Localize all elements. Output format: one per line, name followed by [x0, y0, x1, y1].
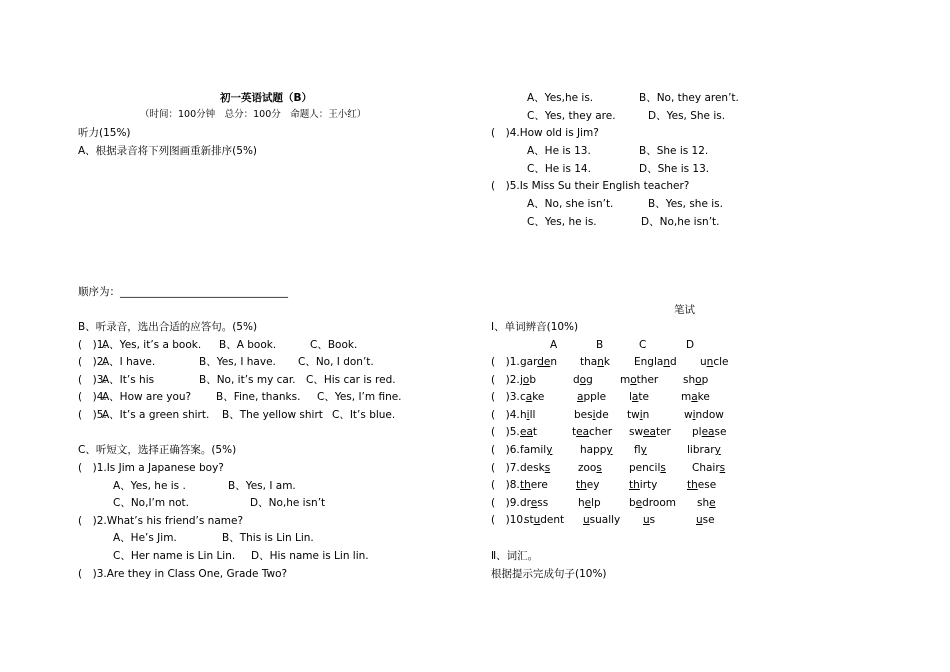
part-c-option-c: C、Yes, they are. — [527, 110, 616, 122]
word-part: sw — [629, 426, 644, 439]
part-c-option-c: C、He is 14. — [527, 163, 591, 175]
part-c-option-a: A、He is 13. — [527, 145, 591, 157]
pronunciation-word — [627, 408, 649, 422]
underlined-letters: y — [640, 444, 647, 456]
part-b-item-number: ( )3. — [78, 374, 107, 386]
order-answer-line — [78, 285, 288, 299]
word-part: gar — [520, 356, 538, 368]
part-c-option-d: D、No,he isn’t — [250, 497, 326, 509]
word-part: se — [714, 426, 727, 439]
underlined-letters: i — [592, 408, 596, 421]
part-c-option-b: B、Yes, I am. — [228, 480, 296, 492]
word-part: irty — [639, 479, 658, 492]
pronunciation-word — [580, 355, 610, 369]
part-b-item-number: ( )5. — [78, 409, 107, 421]
pronunciation-word — [574, 408, 609, 422]
word-part: d — [669, 356, 677, 368]
underlined-letters: s — [719, 461, 726, 474]
word-part: c — [520, 391, 526, 404]
part-b-option-c: C、Yes, I’m fine. — [317, 391, 402, 403]
pronunciation-word — [580, 443, 613, 457]
underlined-letters: a — [577, 391, 584, 404]
underlined-letters: e — [635, 496, 643, 509]
underlined-letters: a — [631, 391, 639, 404]
underlined-letters: u — [643, 514, 650, 527]
part-b-option-a: A、It’s a green shirt. — [102, 409, 210, 421]
word-part: librar — [687, 444, 715, 456]
word-part: de — [595, 408, 609, 421]
part-b-option-b: B、No, it’s my car. — [199, 374, 296, 386]
underlined-letters: e — [709, 496, 716, 509]
underlined-letters: e — [584, 496, 592, 509]
part-c-option-d: D、She is 13. — [639, 163, 710, 175]
pronunciation-item-number: ( )9. — [491, 496, 520, 509]
pronunciation-word — [578, 496, 601, 510]
part-c-option-b: B、Yes, she is. — [648, 198, 723, 210]
underlined-letters: o — [695, 373, 702, 386]
word-part: d — [573, 373, 580, 386]
word-part: n — [550, 356, 558, 368]
underlined-letters: i — [692, 408, 696, 421]
part-b-option-c: C、It’s blue. — [332, 409, 396, 421]
pronunciation-word — [700, 355, 728, 369]
word-part: ey — [586, 479, 600, 492]
part-a-heading: A、根据录音将下列图画重新排序(5%) — [78, 145, 258, 157]
section2-instruction: 根据提示完成句子(10%) — [491, 568, 607, 580]
word-part: se — [702, 514, 715, 527]
pronunciation-word — [692, 461, 725, 475]
word-part: u — [700, 356, 707, 368]
underlined-letters: a — [525, 391, 533, 404]
part-c-option-d: D、No,he isn’t. — [641, 216, 720, 228]
part-b-item-number: ( )4. — [78, 391, 107, 403]
word-part: ke — [532, 391, 545, 404]
word-part: ke — [697, 391, 710, 404]
underlined-letters: s — [660, 461, 666, 474]
word-part: pple — [583, 391, 607, 404]
word-part: sh — [683, 373, 696, 386]
word-part: n — [642, 408, 650, 421]
part-c-heading: C、听短文，选择正确答案。(5%) — [78, 444, 237, 456]
underlined-letters: u — [583, 514, 590, 527]
pronunciation-word — [683, 373, 708, 387]
part-b-item-number: ( )2. — [78, 356, 107, 368]
underlined-letters: y — [546, 444, 553, 456]
word-part: dr — [520, 496, 531, 509]
underlined-letters: th — [576, 479, 587, 492]
pronunciation-word — [520, 443, 552, 457]
word-part: lp — [591, 496, 601, 509]
part-b-option-b: B、The yellow shirt — [222, 409, 323, 421]
word-part: p — [701, 373, 709, 386]
exam-info: （时间：100分钟 总分：100分 命题人：王小红） — [140, 109, 367, 120]
pronunciation-word — [684, 408, 724, 422]
pronunciation-word — [520, 461, 550, 475]
word-part: fl — [634, 444, 641, 456]
word-part: k — [603, 356, 610, 368]
pronunciation-word — [629, 478, 657, 492]
pronunciation-word — [634, 443, 647, 457]
pronunciation-item-number: ( )5. — [491, 426, 520, 439]
part-c-option-b: B、This is Lin Lin. — [222, 532, 314, 544]
word-part: zoo — [578, 461, 597, 474]
word-part: bes — [574, 408, 593, 421]
part-b-option-b: B、Fine, thanks. — [216, 391, 301, 403]
pronunciation-item-number: ( )7. — [491, 461, 520, 474]
pronunciation-item-number: ( )6. — [491, 444, 520, 456]
part-b-option-c: C、Book. — [310, 339, 358, 351]
pronunciation-word — [697, 496, 716, 510]
pronunciation-word — [520, 478, 548, 492]
pronunciation-word — [629, 390, 649, 404]
word-part: h — [520, 408, 527, 421]
part-c-option-c: C、Yes, he is. — [527, 216, 597, 228]
part-b-option-a: A、I have. — [102, 356, 156, 368]
word-part: ss — [537, 496, 549, 509]
word-part: pencil — [629, 461, 661, 474]
word-part: sh — [697, 496, 710, 509]
word-part: dent — [540, 514, 565, 527]
underlined-letters: th — [520, 479, 531, 492]
pronunciation-word — [524, 513, 564, 527]
part-c-option-d: D、Yes, She is. — [648, 110, 726, 122]
pronunciation-item-number: ( )1. — [491, 356, 520, 368]
word-part: m — [681, 391, 692, 404]
pronunciation-item-number: ( )4. — [491, 408, 520, 421]
underlined-letters: de — [537, 356, 551, 368]
part-b-option-c: C、His car is red. — [306, 374, 396, 386]
underlined-letters: s — [544, 461, 551, 474]
part-c-option-d: D、His name is Lin lin. — [251, 550, 369, 562]
word-part: m — [620, 373, 631, 386]
part-c-option-a: A、Yes, he is . — [113, 480, 186, 492]
pronunciation-word — [520, 425, 537, 439]
part-b-option-a: A、How are you? — [102, 391, 192, 403]
word-part: h — [578, 496, 585, 509]
pronunciation-word — [576, 478, 599, 492]
underlined-letters: n — [706, 356, 714, 368]
pronunciation-word — [681, 390, 710, 404]
word-part: famil — [520, 444, 547, 456]
underlined-letters: o — [579, 373, 587, 386]
column-header: C — [639, 339, 647, 351]
part-c-option-c: C、No,I’m not. — [113, 497, 189, 509]
pronunciation-word — [634, 355, 677, 369]
word-part: ese — [697, 479, 717, 492]
column-header: A — [550, 339, 558, 351]
pronunciation-word — [687, 443, 721, 457]
word-part: w — [684, 408, 693, 421]
word-part: ter — [655, 426, 671, 439]
pronunciation-word — [629, 496, 676, 510]
part-c-option-a: A、He’s Jim. — [113, 532, 177, 544]
section2-heading: Ⅱ、词汇。 — [491, 550, 539, 562]
word-part: te — [638, 391, 649, 404]
word-part: ndow — [695, 408, 724, 421]
word-part: ther — [636, 373, 659, 386]
part-c-option-a: A、No, she isn’t. — [527, 198, 614, 210]
pronunciation-word — [578, 461, 602, 475]
word-part: desk — [520, 461, 545, 474]
pronunciation-word — [520, 496, 548, 510]
word-part: s — [649, 514, 656, 527]
underlined-letters: ea — [576, 426, 590, 439]
pronunciation-item-number: ( )8. — [491, 479, 520, 492]
word-part: tw — [627, 408, 640, 421]
part-c-question: ( )3.Are they in Class One, Grade Two? — [78, 568, 288, 580]
pronunciation-word — [573, 373, 593, 387]
word-part: ll — [529, 408, 536, 421]
order-label: 顺序为： — [78, 286, 120, 298]
part-c-option-b: B、No, they aren’t. — [639, 92, 739, 104]
column-header: B — [596, 339, 604, 351]
section1-heading: Ⅰ、单词辨音(10%) — [491, 321, 579, 333]
part-b-option-b: B、Yes, I have. — [199, 356, 276, 368]
word-part: tha — [580, 356, 598, 368]
underlined-letters: ea — [643, 426, 656, 439]
pronunciation-word — [629, 425, 671, 439]
word-part: st — [524, 514, 534, 527]
underlined-letters: a — [691, 391, 698, 404]
underlined-letters: i — [526, 408, 530, 421]
part-b-option-a: A、It’s his — [102, 374, 155, 386]
word-part: sually — [589, 514, 621, 527]
underlined-letters: ea — [520, 426, 533, 439]
part-c-question: ( )1.Is Jim a Japanese boy? — [78, 462, 224, 474]
written-heading: 笔试 — [674, 304, 695, 316]
underlined-letters: ea — [701, 426, 715, 439]
part-b-heading: B、听录音，选出合适的应答句。(5%) — [78, 321, 258, 333]
underlined-letters: th — [629, 479, 640, 492]
part-c-option-a: A、Yes,he is. — [527, 92, 594, 104]
underlined-letters: u — [696, 514, 703, 527]
underlined-letters: o — [630, 373, 637, 386]
word-part: cher — [589, 426, 613, 439]
underlined-letters: n — [597, 356, 604, 368]
underlined-letters: y — [606, 444, 613, 456]
word-part: droom — [642, 496, 676, 509]
underlined-letters: y — [714, 444, 721, 456]
pronunciation-item-number: ( )3. — [491, 391, 520, 404]
pronunciation-word — [520, 390, 544, 404]
word-part: Chair — [692, 461, 720, 474]
word-part: cle — [713, 356, 729, 368]
word-part: j — [520, 373, 523, 386]
underlined-letters: o — [522, 373, 530, 386]
word-part: b — [629, 496, 636, 509]
pronunciation-word — [577, 390, 606, 404]
word-part: t — [532, 426, 538, 439]
part-b-item-number: ( )1. — [78, 339, 107, 351]
part-c-question: ( )4.How old is Jim? — [491, 127, 599, 139]
part-c-option-c: C、Her name is Lin Lin. — [113, 550, 236, 562]
pronunciation-word — [520, 373, 536, 387]
pronunciation-item-number: ( )2. — [491, 373, 520, 386]
pronunciation-word — [696, 513, 715, 527]
pronunciation-item-number: ( )10. — [491, 514, 527, 527]
underlined-letters: th — [687, 479, 698, 492]
word-part: ere — [530, 479, 548, 492]
underlined-letters: u — [533, 514, 541, 527]
part-b-option-a: A、Yes, it’s a book. — [102, 339, 202, 351]
word-part: t — [572, 426, 577, 439]
pronunciation-word — [583, 513, 620, 527]
word-part: happ — [580, 444, 607, 456]
word-part: l — [629, 391, 632, 404]
part-c-option-b: B、She is 12. — [639, 145, 709, 157]
pronunciation-word — [520, 355, 557, 369]
word-part: pl — [692, 426, 702, 439]
part-b-option-c: C、No, I don’t. — [298, 356, 374, 368]
pronunciation-word — [620, 373, 658, 387]
pronunciation-word — [629, 461, 666, 475]
word-part: g — [586, 373, 593, 386]
word-part: Engla — [634, 356, 664, 368]
column-header: D — [686, 339, 695, 351]
pronunciation-word — [572, 425, 612, 439]
pronunciation-word — [520, 408, 535, 422]
underlined-letters: i — [639, 408, 643, 421]
pronunciation-word — [643, 513, 655, 527]
page-title: 初一英语试题（B） — [220, 92, 313, 104]
pronunciation-word — [687, 478, 716, 492]
underlined-letters: n — [663, 356, 670, 368]
part-c-question: ( )2.What’s his friend’s name? — [78, 515, 244, 527]
underlined-letters: s — [596, 461, 602, 474]
pronunciation-word — [692, 425, 726, 439]
listening-heading: 听力(15%) — [78, 127, 131, 139]
order-blank: ________________________________ — [120, 286, 288, 298]
underlined-letters: e — [530, 496, 538, 509]
part-b-option-b: B、A book. — [219, 339, 277, 351]
word-part: b — [529, 373, 537, 386]
part-c-question: ( )5.Is Miss Su their English teacher? — [491, 180, 690, 192]
